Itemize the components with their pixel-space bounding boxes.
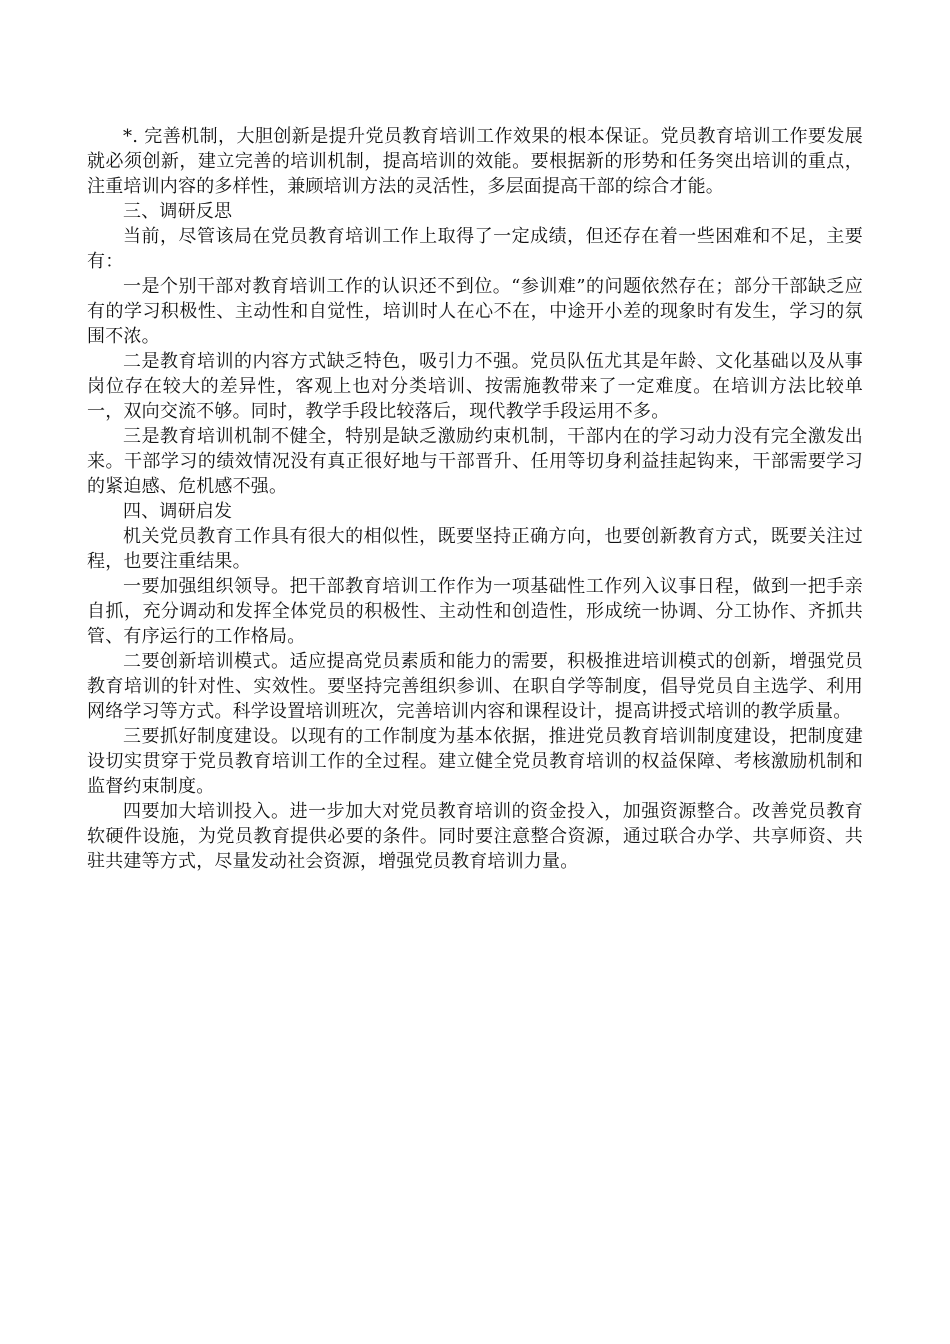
paragraph-problem-one: 一是个别干部对教育培训工作的认识还不到位。“参训难”的问题依然存在；部分干部缺乏应有的学习积极性、主动性和自觉性，培训时人在心不在，中途开小差的现象时有发生，学习的氛围不浓。 xyxy=(87,276,863,347)
paragraph-measure-two: 二要创新培训模式。适应提高党员素质和能力的需要，积极推进培训模式的创新，增强党员教育培训的针对性、实效性。要坚持完善组织参训、在职自学等制度，倡导党员自主选学、利用网络学习等方式。科学设置培训班次，完善培训内容和课程设计，提高讲授式培训的教学质量。 xyxy=(87,651,863,722)
section-heading-research-insights: 四、调研启发 xyxy=(123,501,233,522)
document-body xyxy=(87,124,863,874)
paragraph-current-difficulties: 当前，尽管该局在党员教育培训工作上取得了一定成绩，但还存在着一些困难和不足，主要有： xyxy=(87,226,863,272)
paragraph-measure-four: 四要加大培训投入。进一步加大对党员教育培训的资金投入，加强资源整合。改善党员教育软硬件设施，为党员教育提供必要的条件。同时要注意整合资源，通过联合办学、共享师资、共驻共建等方式，尽量发动社会资源，增强党员教育培训力量。 xyxy=(87,801,863,872)
paragraph-measure-one: 一要加强组织领导。把干部教育培训工作作为一项基础性工作列入议事日程，做到一把手亲自抓，充分调动和发挥全体党员的积极性、主动性和创造性，形成统一协调、分工协作、齐抓共管、有序运行的工作格局。 xyxy=(87,576,863,647)
paragraph-mechanism-innovation: *. 完善机制，大胆创新是提升党员教育培训工作效果的根本保证。党员教育培训工作要发展就必须创新，建立完善的培训机制，提高培训的效能。要根据新的形势和任务突出培训的重点，注重培训内容的多样性，兼顾培训方法的灵活性，多层面提高干部的综合才能。 xyxy=(87,126,863,197)
paragraph-problem-three: 三是教育培训机制不健全，特别是缺乏激励约束机制，干部内在的学习动力没有完全激发出来。干部学习的绩效情况没有真正很好地与干部晋升、任用等切身利益挂起钩来，干部需要学习的紧迫感、危机感不强。 xyxy=(87,426,863,497)
paragraph-measure-three: 三要抓好制度建设。以现有的工作制度为基本依据，推进党员教育培训制度建设，把制度建设切实贯穿于党员教育培训工作的全过程。建立健全党员教育培训的权益保障、考核激励机制和监督约束制度。 xyxy=(87,726,863,797)
paragraph-problem-two: 二是教育培训的内容方式缺乏特色，吸引力不强。党员队伍尤其是年龄、文化基础以及从事岗位存在较大的差异性，客观上也对分类培训、按需施教带来了一定难度。在培训方法比较单一，双向交流不够。同时，教学手段比较落后，现代教学手段运用不多。 xyxy=(87,351,863,422)
section-heading-research-reflection: 三、调研反思 xyxy=(123,201,233,222)
paragraph-insights-intro: 机关党员教育工作具有很大的相似性，既要坚持正确方向，也要创新教育方式，既要关注过程，也要注重结果。 xyxy=(87,526,863,572)
